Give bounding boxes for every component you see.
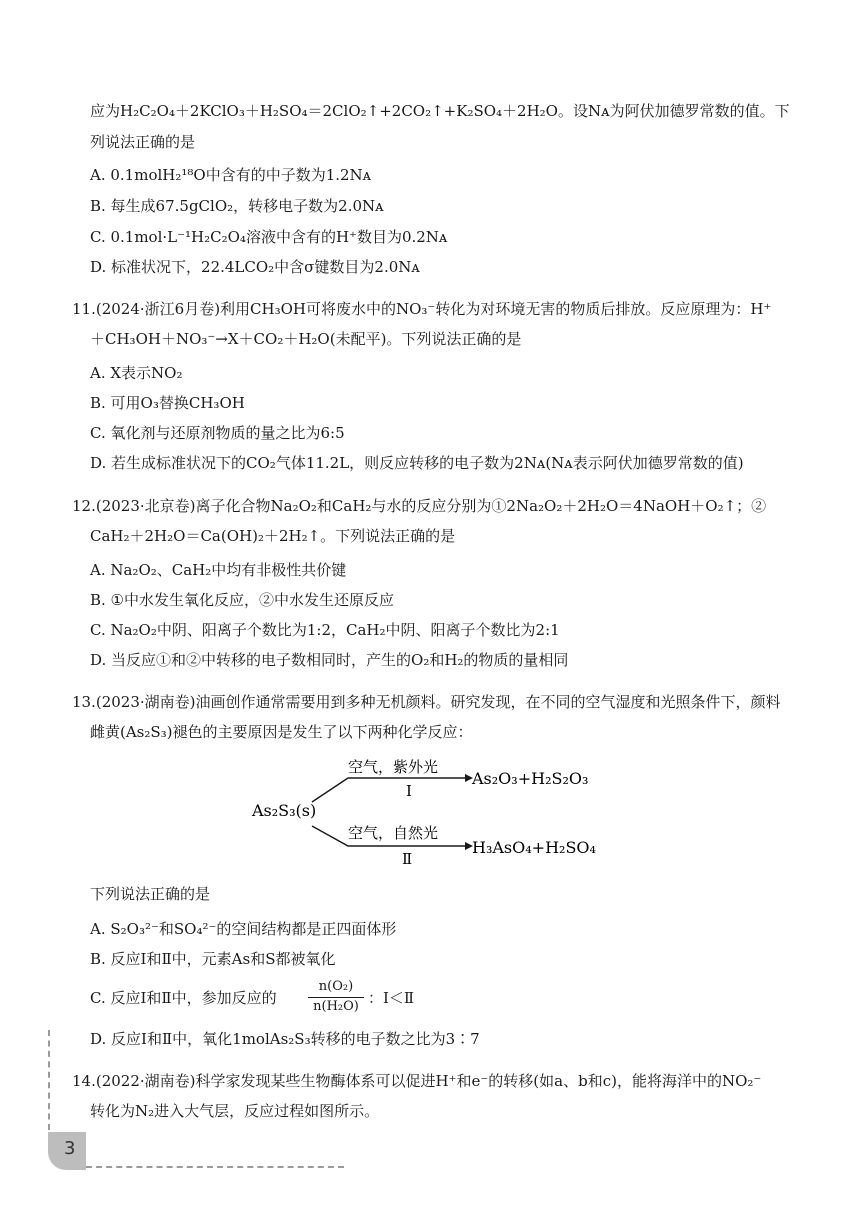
option-11b: B. 可用O₃替换CH₃OH: [90, 394, 245, 412]
option-12d: D. 当反应①和②中转移的电子数相同时，产生的O₂和H₂的物质的量相同: [90, 651, 569, 669]
upper-numeral: Ⅰ: [406, 782, 412, 800]
option-13b: B. 反应Ⅰ和Ⅱ中，元素As和S都被氧化: [90, 950, 336, 968]
fraction: [308, 978, 364, 1016]
upper-condition: 空气，紫外光: [348, 758, 439, 776]
option-10b: B. 每生成67.5gClO₂，转移电子数为2.0Nᴀ: [90, 197, 384, 215]
lower-condition: 空气，自然光: [348, 824, 439, 842]
option-10d: D. 标准状况下，22.4LCO₂中含σ键数目为2.0Nᴀ: [90, 258, 420, 276]
reactant-label: As₂S₃(s): [252, 801, 317, 820]
option-13d: D. 反应Ⅰ和Ⅱ中，氧化1molAs₂S₃转移的电子数之比为3∶7: [90, 1030, 480, 1048]
option-11a: A. X表示NO₂: [90, 364, 183, 382]
question-12-line1: 12.(2023·北京卷)离子化合物Na₂O₂和CaH₂与水的反应分别为①2Na₂O₂＋2H₂O＝4NaOH＋O₂↑；②: [72, 497, 767, 515]
branch-upper: [312, 778, 465, 802]
page-number: 3: [64, 1138, 76, 1159]
option-11d: D. 若生成标准状况下的CO₂气体11.2L，则反应转移的电子数为2Nᴀ(Nᴀ表示阿伏加德罗常数的值): [90, 454, 744, 472]
option-13c-comparison: ：Ⅰ＜Ⅱ: [368, 989, 415, 1007]
line-intro-1: 应为H₂C₂O₄＋2KClO₃＋H₂SO₄＝2ClO₂↑+2CO₂↑+K₂SO₄＋2H₂O。设Nᴀ为阿伏加德罗常数的值。下: [90, 102, 790, 120]
fraction-denominator: n(H₂O): [313, 999, 359, 1014]
question-11-line2: ＋CH₃OH＋NO₃⁻→X＋CO₂＋H₂O(未配平)。下列说法正确的是: [90, 330, 522, 348]
upper-product: As₂O₃+H₂S₂O₃: [472, 769, 589, 788]
line-intro-2: 列说法正确的是: [90, 133, 196, 151]
margin-dash-vertical: [48, 1030, 50, 1130]
question-13-prompt: 下列说法正确的是: [90, 885, 211, 903]
reaction-diagram: [250, 750, 650, 870]
option-13a: A. S₂O₃²⁻和SO₄²⁻的空间结构都是正四面体形: [90, 920, 397, 938]
question-14-line1: 14.(2022·湖南卷)科学家发现某些生物酶体系可以促进H⁺和e⁻的转移(如a、b和c)，能将海洋中的NO₂⁻: [72, 1072, 762, 1090]
lower-numeral: Ⅱ: [402, 850, 413, 868]
question-14-line2: 转化为N₂进入大气层，反应过程如图所示。: [90, 1102, 380, 1120]
footer-dash-line: [86, 1166, 344, 1168]
question-12-line2: CaH₂＋2H₂O＝Ca(OH)₂＋2H₂↑。下列说法正确的是: [90, 527, 456, 545]
fraction-numerator: n(O₂): [308, 978, 364, 998]
question-11-line1: 11.(2024·浙江6月卷)利用CH₃OH可将废水中的NO₃⁻转化为对环境无害的物质后排放。反应原理为：H⁺: [72, 300, 772, 318]
question-13-line2: 雌黄(As₂S₃)褪色的主要原因是发生了以下两种化学反应：: [90, 723, 473, 741]
option-13c: C. 反应Ⅰ和Ⅱ中，参加反应的: [90, 989, 277, 1007]
lower-product: H₃AsO₄+H₂SO₄: [472, 838, 596, 857]
option-12a: A. Na₂O₂、CaH₂中均有非极性共价键: [90, 561, 347, 579]
option-12c: C. Na₂O₂中阴、阳离子个数比为1:2，CaH₂中阴、阳离子个数比为2:1: [90, 621, 560, 639]
question-13-line1: 13.(2023·湖南卷)油画创作通常需要用到多种无机颜料。研究发现，在不同的空气湿度和光照条件下，颜料: [72, 693, 781, 711]
option-11c: C. 氧化剂与还原剂物质的量之比为6:5: [90, 424, 345, 442]
option-12b: B. ①中水发生氧化反应，②中水发生还原反应: [90, 591, 395, 609]
option-10c: C. 0.1mol·L⁻¹H₂C₂O₄溶液中含有的H⁺数目为0.2Nᴀ: [90, 228, 448, 246]
option-10a: A. 0.1molH₂¹⁸O中含有的中子数为1.2Nᴀ: [90, 166, 372, 184]
